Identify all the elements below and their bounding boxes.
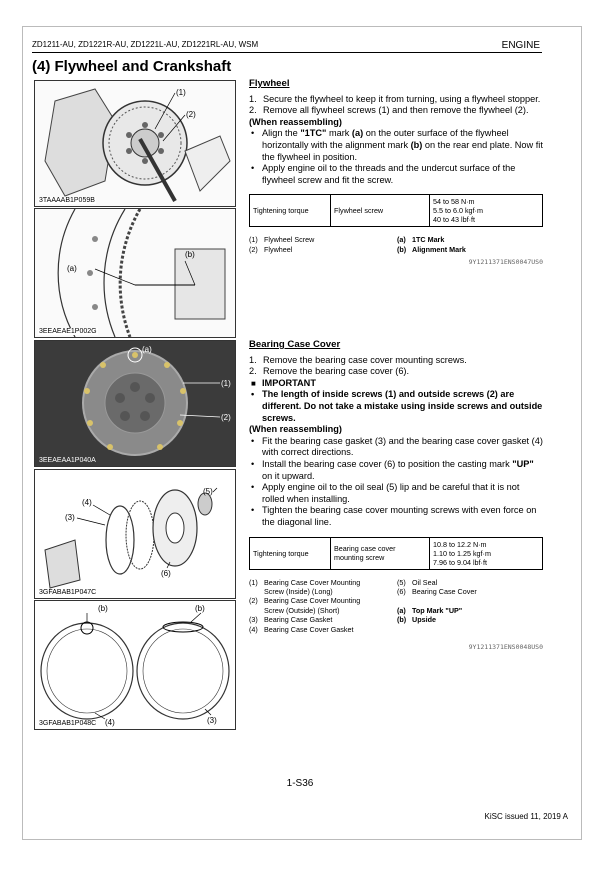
bearing-doc-code: 9Y1211371ENS0048US0 — [468, 642, 543, 651]
callout-3: (3) — [65, 513, 75, 522]
bearing-note-1: • Fit the bearing case gasket (3) and the bearing case cover gasket (4) with correct directions. — [251, 435, 543, 458]
important-label: ■ IMPORTANT — [251, 377, 316, 388]
figure-flywheel-stopper — [34, 80, 236, 207]
torque-item: Bearing case cover mounting screw — [331, 537, 430, 569]
footer-issue: KiSC issued 11, 2019 A — [484, 812, 568, 821]
callout-2: (2) — [221, 413, 231, 422]
callout-2: (2) — [186, 110, 196, 119]
flywheel-heading: Flywheel — [249, 78, 290, 89]
figure-caption: 3EEAEAA1P040A — [39, 457, 96, 464]
page-title: (4) Flywheel and Crankshaft — [32, 58, 232, 75]
figure-flywheel-alignment — [34, 208, 236, 338]
callout-a: (a) — [142, 345, 152, 354]
callout-b-left: (b) — [98, 604, 108, 613]
torque-label: Tightening torque — [250, 195, 331, 227]
header-rule — [32, 52, 542, 53]
torque-label: Tightening torque — [250, 537, 331, 569]
callout-4: (4) — [82, 498, 92, 507]
callout-3: (3) — [207, 716, 217, 725]
callout-1: (1) — [176, 88, 186, 97]
flywheel-stopper-illustration — [35, 81, 235, 206]
bearing-case-photo — [35, 341, 235, 466]
flywheel-reassembling-label: (When reassembling) — [249, 116, 342, 127]
flywheel-alignment-illustration — [35, 209, 235, 337]
page-number: 1-S36 — [286, 778, 314, 789]
bearing-note-2: • Install the bearing case cover (6) to position the casting mark "UP" on it upward. — [251, 458, 534, 481]
flywheel-align-note: • Align the "1TC" mark (a) on the outer surface of the flywheel horizontally with the alignment mark (b) on the rear end plate. Now fit the flywheel in position. — [251, 128, 543, 162]
bearing-note-3: • Apply engine oil to the oil seal (5) lip and be careful that it is not rolled when installing. — [251, 482, 520, 504]
callout-6: (6) — [161, 569, 171, 578]
callout-b-right: (b) — [195, 604, 205, 613]
flywheel-legend: (1) Flywheel Screw (a) 1TC Mark (2) Flywheel (b) Alignment Mark — [249, 235, 466, 254]
torque-values: 54 to 58 N·m 5.5 to 6.0 kgf·m 40 to 43 lbf·ft — [430, 195, 543, 227]
important-text: • The length of inside screws (1) and outside screws (2) are different. Do not take a mistake using inside screws and outside screws. — [251, 389, 543, 423]
figure-caption: 3GFABAB1P048C — [39, 720, 97, 727]
bearing-section — [249, 339, 543, 654]
flywheel-doc-code: 9Y1211371ENS0047US0 — [468, 258, 543, 267]
bearing-note-4: • Tighten the bearing case cover mounting screws with even force on the diagonal line. — [251, 505, 537, 527]
header-models: ZD1211-AU, ZD1221R-AU, ZD1221L-AU, ZD1221RL-AU, WSM — [32, 40, 259, 49]
bearing-step-1: 1. Remove the bearing case cover mounting screws. — [249, 354, 467, 365]
bearing-heading: Bearing Case Cover — [249, 339, 341, 350]
bearing-step-2: 2. Remove the bearing case cover (6). — [249, 366, 410, 377]
bearing-legend: (1) Bearing Case Cover Mounting Screw (Inside) (Long) (2) Bearing Case Cover Mounting Screw (Outside) (Short) (3) Bearing Case Gasket (4) Bearing Case Cover Gasket (5) Oil Seal (6) Bearing Case Cover (a) Top Mark "UP" (b) Upside — [249, 577, 477, 634]
callout-a: (a) — [67, 264, 77, 273]
flywheel-torque-table — [249, 194, 543, 227]
flywheel-step-2: 2. Remove all flywheel screws (1) and then remove the flywheel (2). — [249, 105, 529, 116]
flywheel-step-1: 1. Secure the flywheel to keep it from turning, using a flywheel stopper. — [249, 93, 541, 104]
bearing-reassembling-label: (When reassembling) — [249, 424, 342, 435]
flywheel-section — [249, 78, 543, 269]
flywheel-oil-note: • Apply engine oil to the threads and the undercut surface of the flywheel screw and fit the screw. — [251, 163, 516, 185]
figure-caption: 3GFABAB1P047C — [39, 589, 97, 596]
header-section: ENGINE — [501, 40, 540, 51]
figure-caption: 3TAAAAB1P059B — [39, 197, 95, 204]
figure-bearing-case-photo — [34, 340, 236, 467]
callout-5: (5) — [203, 487, 213, 496]
figure-gaskets — [34, 600, 236, 730]
torque-item: Flywheel screw — [331, 195, 430, 227]
torque-values: 10.8 to 12.2 N·m 1.10 to 1.25 kgf·m 7.96 to 9.04 lbf·ft — [430, 537, 543, 569]
gaskets-illustration — [35, 601, 235, 729]
callout-b: (b) — [185, 250, 195, 259]
callout-1: (1) — [221, 379, 231, 388]
bearing-torque-table — [249, 537, 543, 570]
figure-bearing-case-exploded — [34, 469, 236, 599]
figure-caption: 3EEAEAE1P002G — [39, 328, 97, 335]
bearing-case-exploded-illustration — [35, 470, 235, 598]
callout-4: (4) — [105, 718, 115, 727]
